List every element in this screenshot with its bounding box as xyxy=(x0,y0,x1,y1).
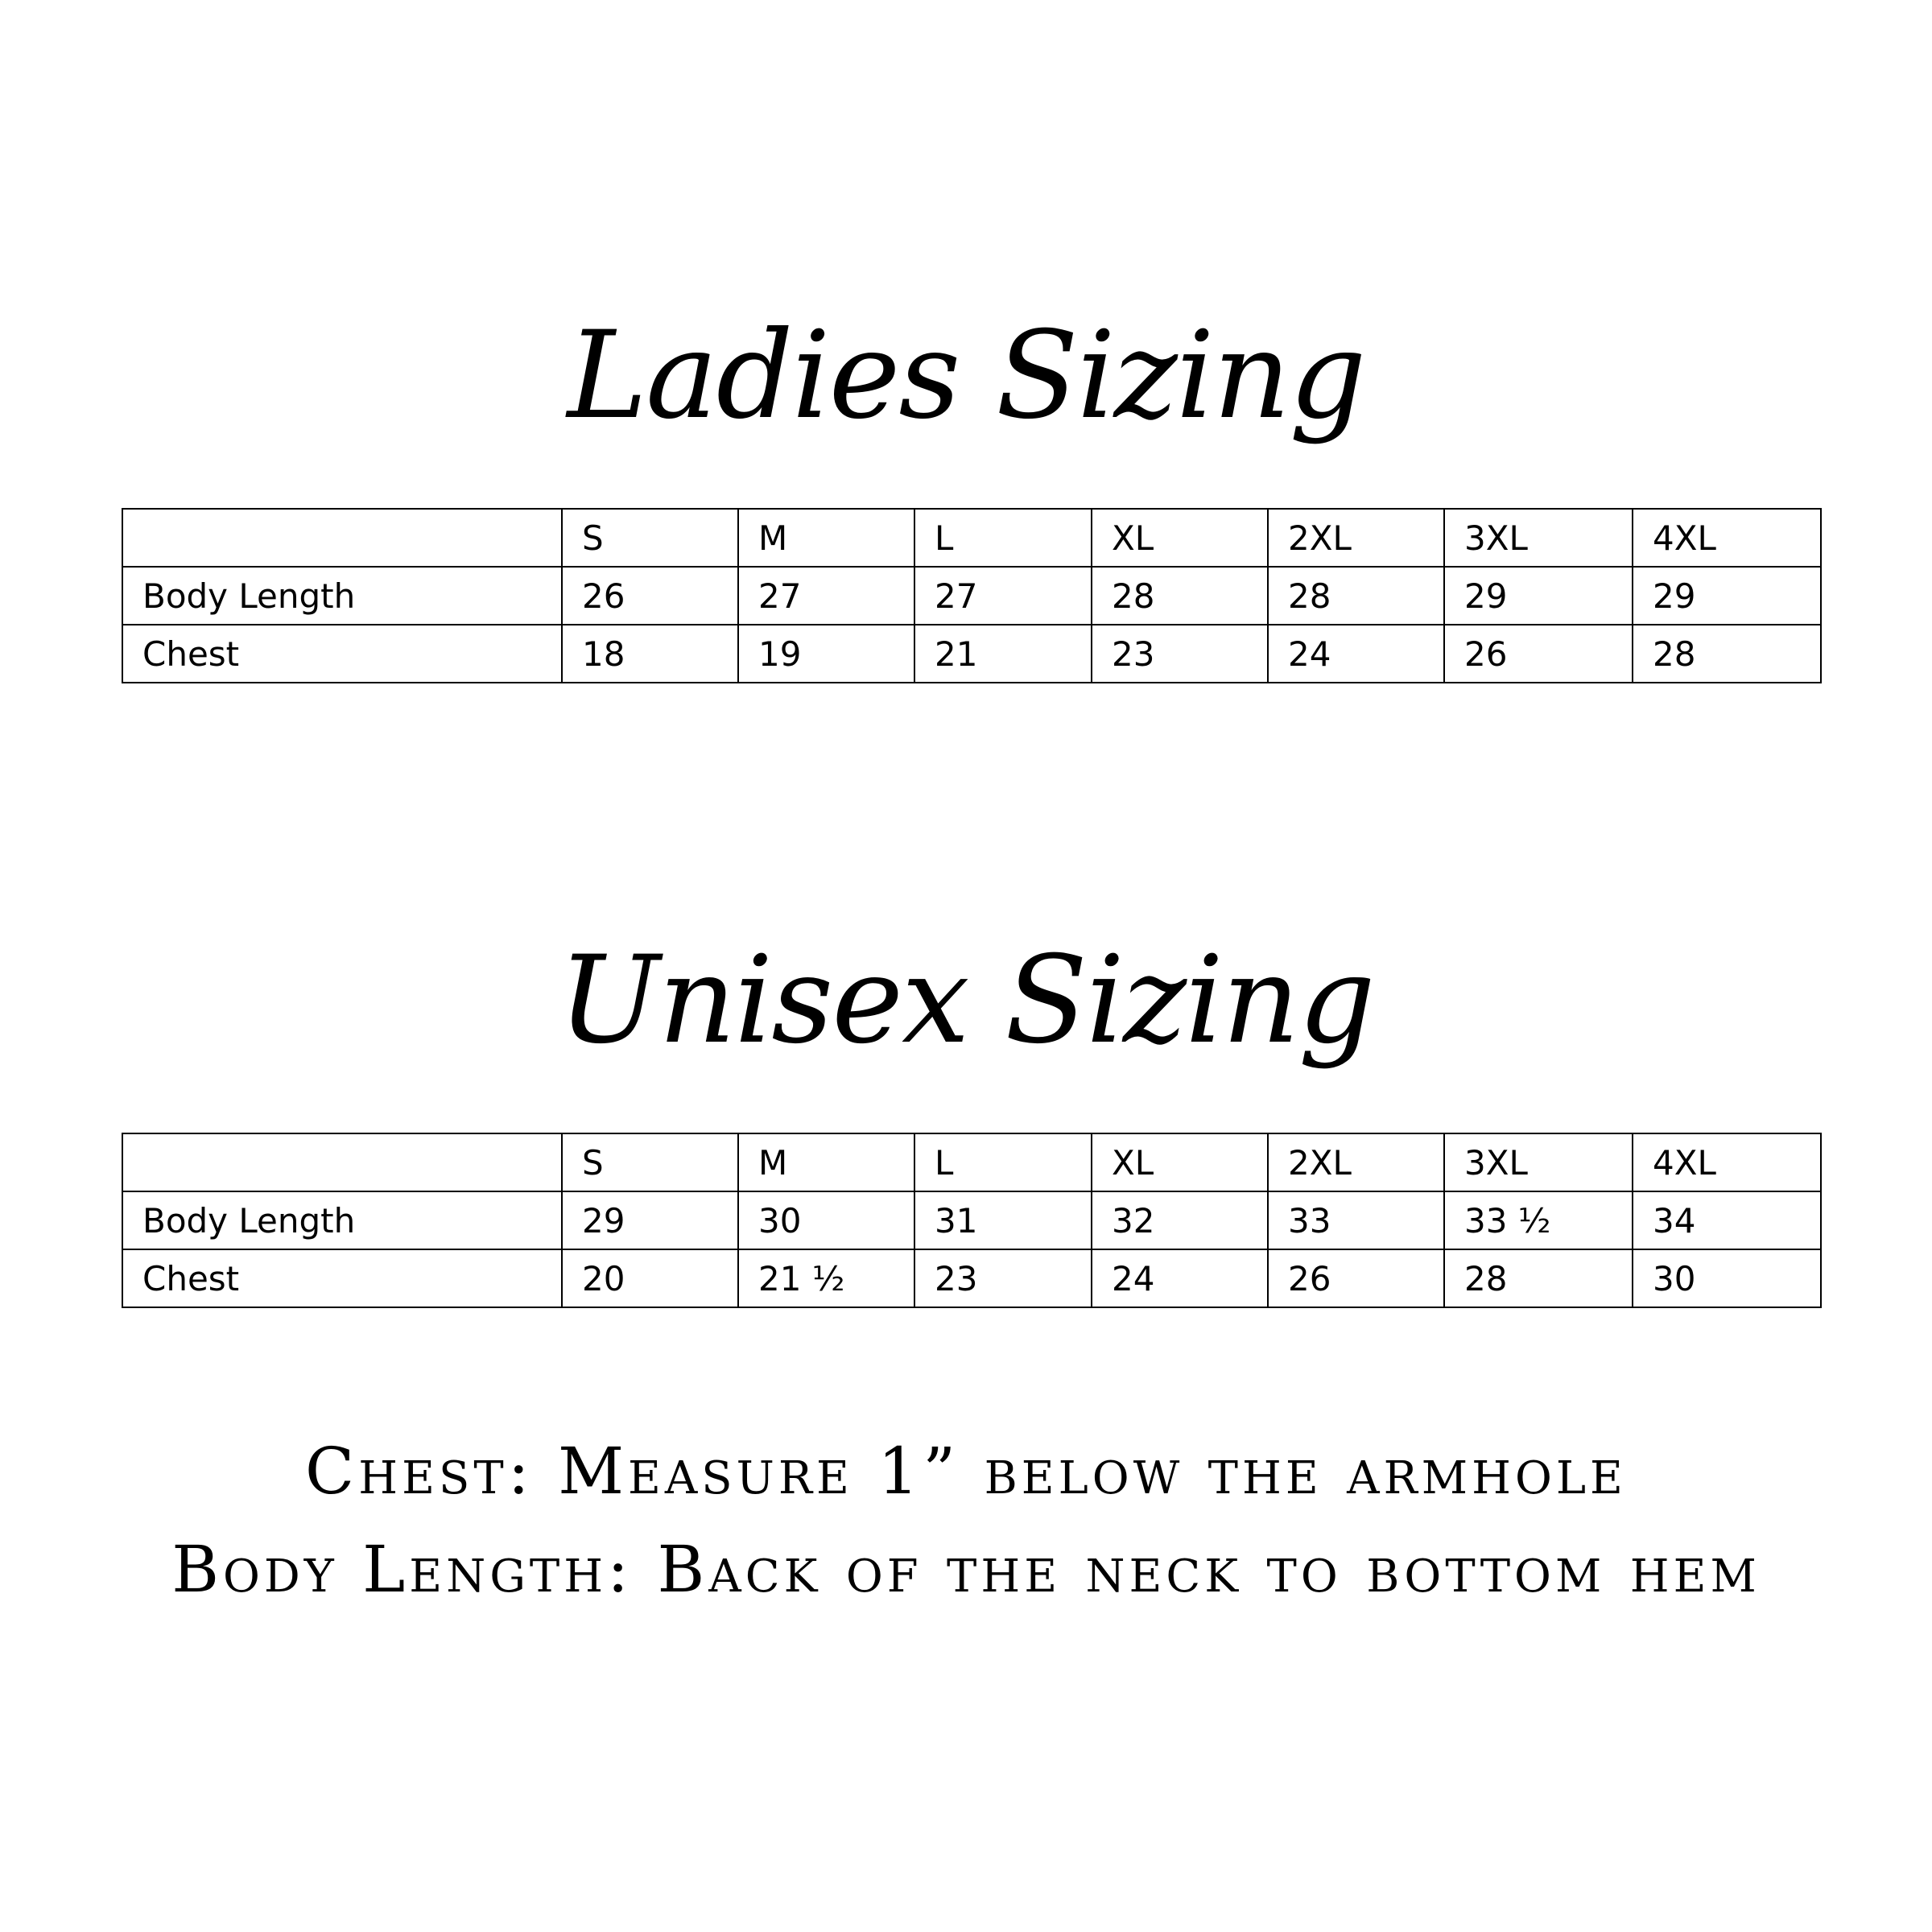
table-cell: 30 xyxy=(1633,1249,1821,1307)
header-cell-3xl: 3XL xyxy=(1444,1133,1633,1191)
header-cell-4xl: 4XL xyxy=(1633,1133,1821,1191)
table-cell: 21 xyxy=(914,625,1092,683)
header-cell-2xl: 2XL xyxy=(1268,509,1444,567)
table-cell: 29 xyxy=(1444,567,1633,625)
table-header-row xyxy=(122,1133,1821,1191)
row-label: Body Length xyxy=(122,1191,562,1249)
table-row-chest xyxy=(122,1249,1821,1307)
table-cell: 29 xyxy=(562,1191,738,1249)
table-cell: 33 xyxy=(1268,1191,1444,1249)
table-cell: 27 xyxy=(914,567,1092,625)
header-cell-4xl: 4XL xyxy=(1633,509,1821,567)
table-cell: 28 xyxy=(1444,1249,1633,1307)
row-label: Body Length xyxy=(122,567,562,625)
unisex-size-table xyxy=(122,1133,1822,1308)
table-cell: 24 xyxy=(1092,1249,1268,1307)
table-cell: 18 xyxy=(562,625,738,683)
ladies-sizing-title: Ladies Sizing xyxy=(567,306,1365,446)
table-row-body-length xyxy=(122,1191,1821,1249)
body-length-measurement-note: Body Length: Back of the neck to bottom hem xyxy=(171,1532,1761,1607)
row-label: Chest xyxy=(122,625,562,683)
table-row-chest xyxy=(122,625,1821,683)
table-cell: 34 xyxy=(1633,1191,1821,1249)
header-cell-l: L xyxy=(914,509,1092,567)
ladies-size-table xyxy=(122,508,1822,683)
header-cell-2xl: 2XL xyxy=(1268,1133,1444,1191)
table-cell: 23 xyxy=(914,1249,1092,1307)
unisex-sizing-title: Unisex Sizing xyxy=(558,931,1374,1071)
table-cell: 27 xyxy=(738,567,914,625)
header-cell-s: S xyxy=(562,1133,738,1191)
table-cell: 33 ½ xyxy=(1444,1191,1633,1249)
table-cell: 28 xyxy=(1092,567,1268,625)
header-cell-3xl: 3XL xyxy=(1444,509,1633,567)
table-row-body-length xyxy=(122,567,1821,625)
table-cell: 32 xyxy=(1092,1191,1268,1249)
table-cell: 24 xyxy=(1268,625,1444,683)
table-cell: 26 xyxy=(562,567,738,625)
header-cell-m: M xyxy=(738,1133,914,1191)
table-cell: 31 xyxy=(914,1191,1092,1249)
row-label: Chest xyxy=(122,1249,562,1307)
header-cell-l: L xyxy=(914,1133,1092,1191)
header-cell-s: S xyxy=(562,509,738,567)
table-cell: 26 xyxy=(1268,1249,1444,1307)
table-cell: 30 xyxy=(738,1191,914,1249)
header-cell-m: M xyxy=(738,509,914,567)
table-cell: 28 xyxy=(1268,567,1444,625)
table-cell: 21 ½ xyxy=(738,1249,914,1307)
header-cell-empty xyxy=(122,509,562,567)
table-cell: 26 xyxy=(1444,625,1633,683)
header-cell-xl: XL xyxy=(1092,509,1268,567)
table-cell: 28 xyxy=(1633,625,1821,683)
header-cell-empty xyxy=(122,1133,562,1191)
table-cell: 19 xyxy=(738,625,914,683)
table-cell: 20 xyxy=(562,1249,738,1307)
chest-measurement-note: Chest: Measure 1” below the armhole xyxy=(305,1434,1627,1509)
header-cell-xl: XL xyxy=(1092,1133,1268,1191)
table-cell: 23 xyxy=(1092,625,1268,683)
table-header-row xyxy=(122,509,1821,567)
table-cell: 29 xyxy=(1633,567,1821,625)
